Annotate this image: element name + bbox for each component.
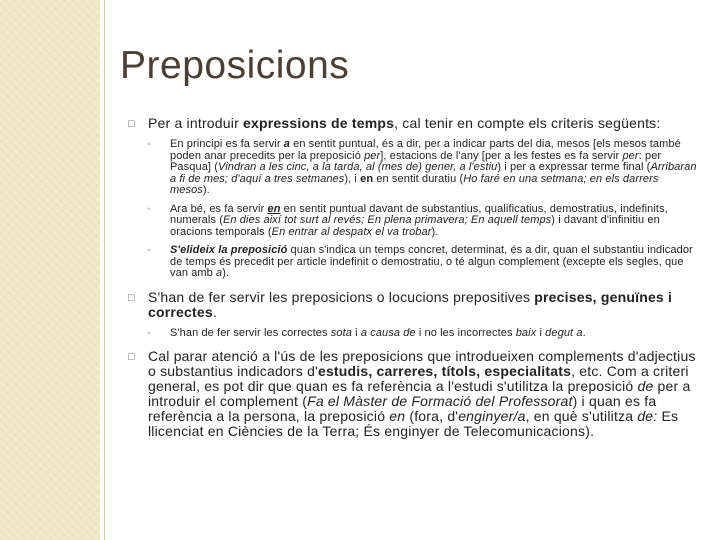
sub-bullet-sota-a-causa-de: ◦ S'han de fer servir les correctes sota i a causa de i no les incorrectes baix i degut a. [147,326,586,339]
bullet-study-complements: □ Cal parar atenció a l'ús de les preposicions que introdueixen complements d'adjectius o substantius indicadors d'estudis, carreres, títols, especialitats, etc. Com a criteri general, es pot dir que quan es fa referència a l'estudi s'utilitza la preposició de per a introduir el complement (Fa el Màster de Formació del Professorat) i quan es fa referència a la persona, la preposició en (fora, d'enginyer/a, en què s'utilitza de: Es llicenciat en Ciències de la Terra; És enginyer de Telecomunicacions). [128,348,696,439]
sub-bullet-preposition-en: ◦ Ara bé, es fa servir en en sentit puntual davant de substantius, qualificatius, demostratius, indefinits, numerals (En dies així tot surt al revés; En plena primavera; En aquell temps) i davant d'infinitiu en oracions temporals (En entrar al despatx el va trobar). [147,202,668,238]
square-bullet-icon: □ [128,118,135,130]
sub-bullet-preposition-a: ◦ En principi es fa servir a en sentit puntual, és a dir, per a indicar parts del dia, mesos [els mesos també poden anar precedits per la preposició per], estacions de l'any [per a les festes es fa servir per: per Pasqua] (Vindran a les cinc, a la tarda, al (mes de) gener, a l'estiu) i per a expressar terme final (Arribaran a fi de mes; d'aquí a tres setmanes), i en en sentit duratiu (Ho faré en una setmana; en els darrers mesos). [147,138,697,196]
sub-bullet-elision: ◦ S'elideix la preposició quan s'indica un temps concret, determinat, és a dir, quan el substantiu indicador de temps és precedit per article indefinit o demostratiu, o té algun complement (excepte els segles, que van amb a). [147,244,693,279]
slide-title: Preposicions [120,44,350,87]
circle-bullet-icon: ◦ [147,203,151,215]
square-bullet-icon: □ [128,351,135,363]
sub-list-correct-prepositions [128,328,700,340]
bullet-time-expressions: □ Per a introduir expressions de temps, cal tenir en compte els criteris següents: [128,115,661,131]
bullet-correct-prepositions: □ S'han de fer servir les preposicions o locucions prepositives precises, genuïnes i correctes. [128,288,673,320]
sub-list-time-expressions [128,139,700,280]
slide-body [128,116,700,447]
circle-bullet-icon: ◦ [147,245,151,256]
decorative-side-band [0,0,100,540]
decorative-divider [104,0,105,540]
square-bullet-icon: □ [128,291,135,304]
circle-bullet-icon: ◦ [147,327,151,339]
circle-bullet-icon: ◦ [147,139,151,150]
